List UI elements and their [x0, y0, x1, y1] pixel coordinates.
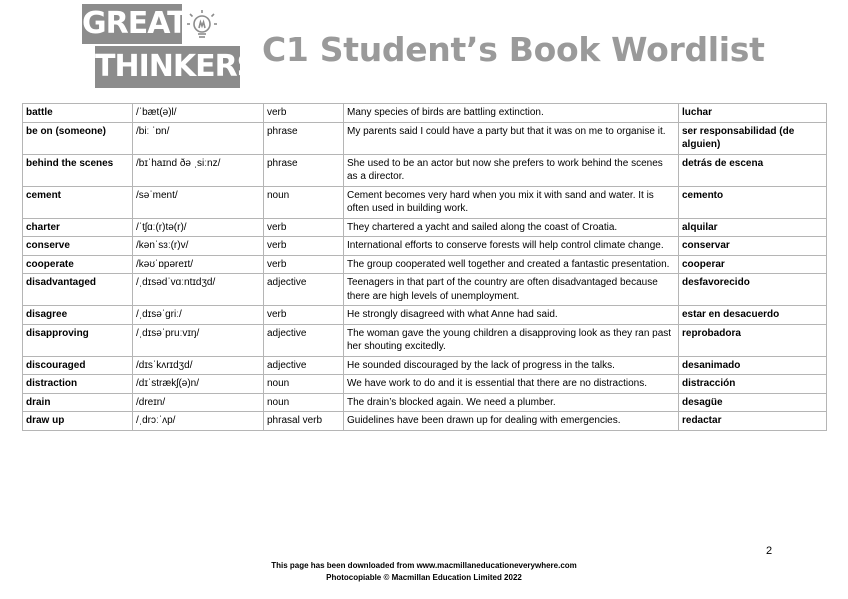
word-cell: cement — [23, 186, 133, 218]
example-sentence-cell: He strongly disagreed with what Anne had said. — [344, 306, 679, 325]
table-row — [23, 306, 827, 325]
example-sentence-cell: She used to be an actor but now she prefers to work behind the scenes as a director. — [344, 154, 679, 186]
example-sentence-cell: My parents said I could have a party but that it was on me to organise it. — [344, 122, 679, 154]
footer-download-notice: This page has been downloaded from www.macmillaneducationeverywhere.com — [271, 561, 577, 570]
part-of-speech-cell: noun — [264, 375, 344, 394]
part-of-speech-cell: verb — [264, 218, 344, 237]
word-cell: draw up — [23, 412, 133, 431]
word-cell: disagree — [23, 306, 133, 325]
example-sentence-cell: We have work to do and it is essential that there are no distractions. — [344, 375, 679, 394]
translation-cell: distracción — [679, 375, 827, 394]
translation-cell: reprobadora — [679, 324, 827, 356]
example-sentence-cell: He sounded discouraged by the lack of progress in the talks. — [344, 356, 679, 375]
table-row — [23, 104, 827, 123]
word-cell: discouraged — [23, 356, 133, 375]
part-of-speech-cell: phrase — [264, 122, 344, 154]
pronunciation-cell: /dɪsˈkʌrɪdʒd/ — [133, 356, 264, 375]
lightbulb-icon — [186, 8, 218, 42]
word-cell: be on (someone) — [23, 122, 133, 154]
pronunciation-cell: /dɪˈstrækʃ(ə)n/ — [133, 375, 264, 394]
translation-cell: luchar — [679, 104, 827, 123]
pronunciation-cell: /bɪˈhaɪnd ðə ˌsiːnz/ — [133, 154, 264, 186]
part-of-speech-cell: verb — [264, 237, 344, 256]
table-row — [23, 393, 827, 412]
wordlist-table — [22, 103, 827, 431]
pronunciation-cell: /biː ˈɒn/ — [133, 122, 264, 154]
word-cell: disapproving — [23, 324, 133, 356]
table-row — [23, 274, 827, 306]
word-cell: disadvantaged — [23, 274, 133, 306]
page-number: 2 — [766, 545, 773, 557]
part-of-speech-cell: noun — [264, 186, 344, 218]
word-cell: charter — [23, 218, 133, 237]
word-cell: battle — [23, 104, 133, 123]
example-sentence-cell: Many species of birds are battling extinction. — [344, 104, 679, 123]
pronunciation-cell: /ˈtʃɑː(r)tə(r)/ — [133, 218, 264, 237]
pronunciation-cell: /dreɪn/ — [133, 393, 264, 412]
logo-line-thinkers: THINKERS — [95, 46, 240, 88]
part-of-speech-cell: adjective — [264, 324, 344, 356]
pronunciation-cell: /ˌdrɔːˈʌp/ — [133, 412, 264, 431]
table-row — [23, 356, 827, 375]
translation-cell: cemento — [679, 186, 827, 218]
pronunciation-cell: /ˌdɪsəˈpruːvɪŋ/ — [133, 324, 264, 356]
page-title: C1 Student’s Book Wordlist — [262, 30, 765, 69]
table-row — [23, 154, 827, 186]
example-sentence-cell: The group cooperated well together and created a fantastic presentation. — [344, 255, 679, 274]
table-row — [23, 186, 827, 218]
pronunciation-cell: /ˌdɪsəˈɡriː/ — [133, 306, 264, 325]
example-sentence-cell: They chartered a yacht and sailed along the coast of Croatia. — [344, 218, 679, 237]
table-row — [23, 122, 827, 154]
great-thinkers-logo — [82, 4, 258, 88]
pronunciation-cell: /kəʊˈɒpəreɪt/ — [133, 255, 264, 274]
part-of-speech-cell: verb — [264, 104, 344, 123]
part-of-speech-cell: adjective — [264, 356, 344, 375]
table-row — [23, 412, 827, 431]
pronunciation-cell: /kənˈsɜː(r)v/ — [133, 237, 264, 256]
word-cell: drain — [23, 393, 133, 412]
pronunciation-cell: /səˈment/ — [133, 186, 264, 218]
word-cell: behind the scenes — [23, 154, 133, 186]
translation-cell: redactar — [679, 412, 827, 431]
word-cell: cooperate — [23, 255, 133, 274]
translation-cell: cooperar — [679, 255, 827, 274]
word-cell: conserve — [23, 237, 133, 256]
translation-cell: desagüe — [679, 393, 827, 412]
translation-cell: desanimado — [679, 356, 827, 375]
translation-cell: detrás de escena — [679, 154, 827, 186]
part-of-speech-cell: verb — [264, 255, 344, 274]
translation-cell: desfavorecido — [679, 274, 827, 306]
translation-cell: estar en desacuerdo — [679, 306, 827, 325]
table-row — [23, 324, 827, 356]
example-sentence-cell: Cement becomes very hard when you mix it with sand and water. It is often used in building work. — [344, 186, 679, 218]
pronunciation-cell: /ˈbæt(ə)l/ — [133, 104, 264, 123]
table-row — [23, 237, 827, 256]
example-sentence-cell: International efforts to conserve forests will help control climate change. — [344, 237, 679, 256]
part-of-speech-cell: noun — [264, 393, 344, 412]
example-sentence-cell: Teenagers in that part of the country are often disadvantaged because there are high levels of unemployment. — [344, 274, 679, 306]
part-of-speech-cell: adjective — [264, 274, 344, 306]
pronunciation-cell: /ˌdɪsədˈvɑːntɪdʒd/ — [133, 274, 264, 306]
example-sentence-cell: Guidelines have been drawn up for dealing with emergencies. — [344, 412, 679, 431]
translation-cell: ser responsabilidad (de alguien) — [679, 122, 827, 154]
part-of-speech-cell: verb — [264, 306, 344, 325]
example-sentence-cell: The drain’s blocked again. We need a plumber. — [344, 393, 679, 412]
table-row — [23, 218, 827, 237]
table-row — [23, 375, 827, 394]
example-sentence-cell: The woman gave the young children a disapproving look as they ran past her shouting excitedly. — [344, 324, 679, 356]
logo-line-great: GREAT — [82, 4, 182, 44]
translation-cell: conservar — [679, 237, 827, 256]
part-of-speech-cell: phrasal verb — [264, 412, 344, 431]
footer-copyright: Photocopiable © Macmillan Education Limited 2022 — [326, 573, 522, 582]
table-row — [23, 255, 827, 274]
translation-cell: alquilar — [679, 218, 827, 237]
part-of-speech-cell: phrase — [264, 154, 344, 186]
word-cell: distraction — [23, 375, 133, 394]
